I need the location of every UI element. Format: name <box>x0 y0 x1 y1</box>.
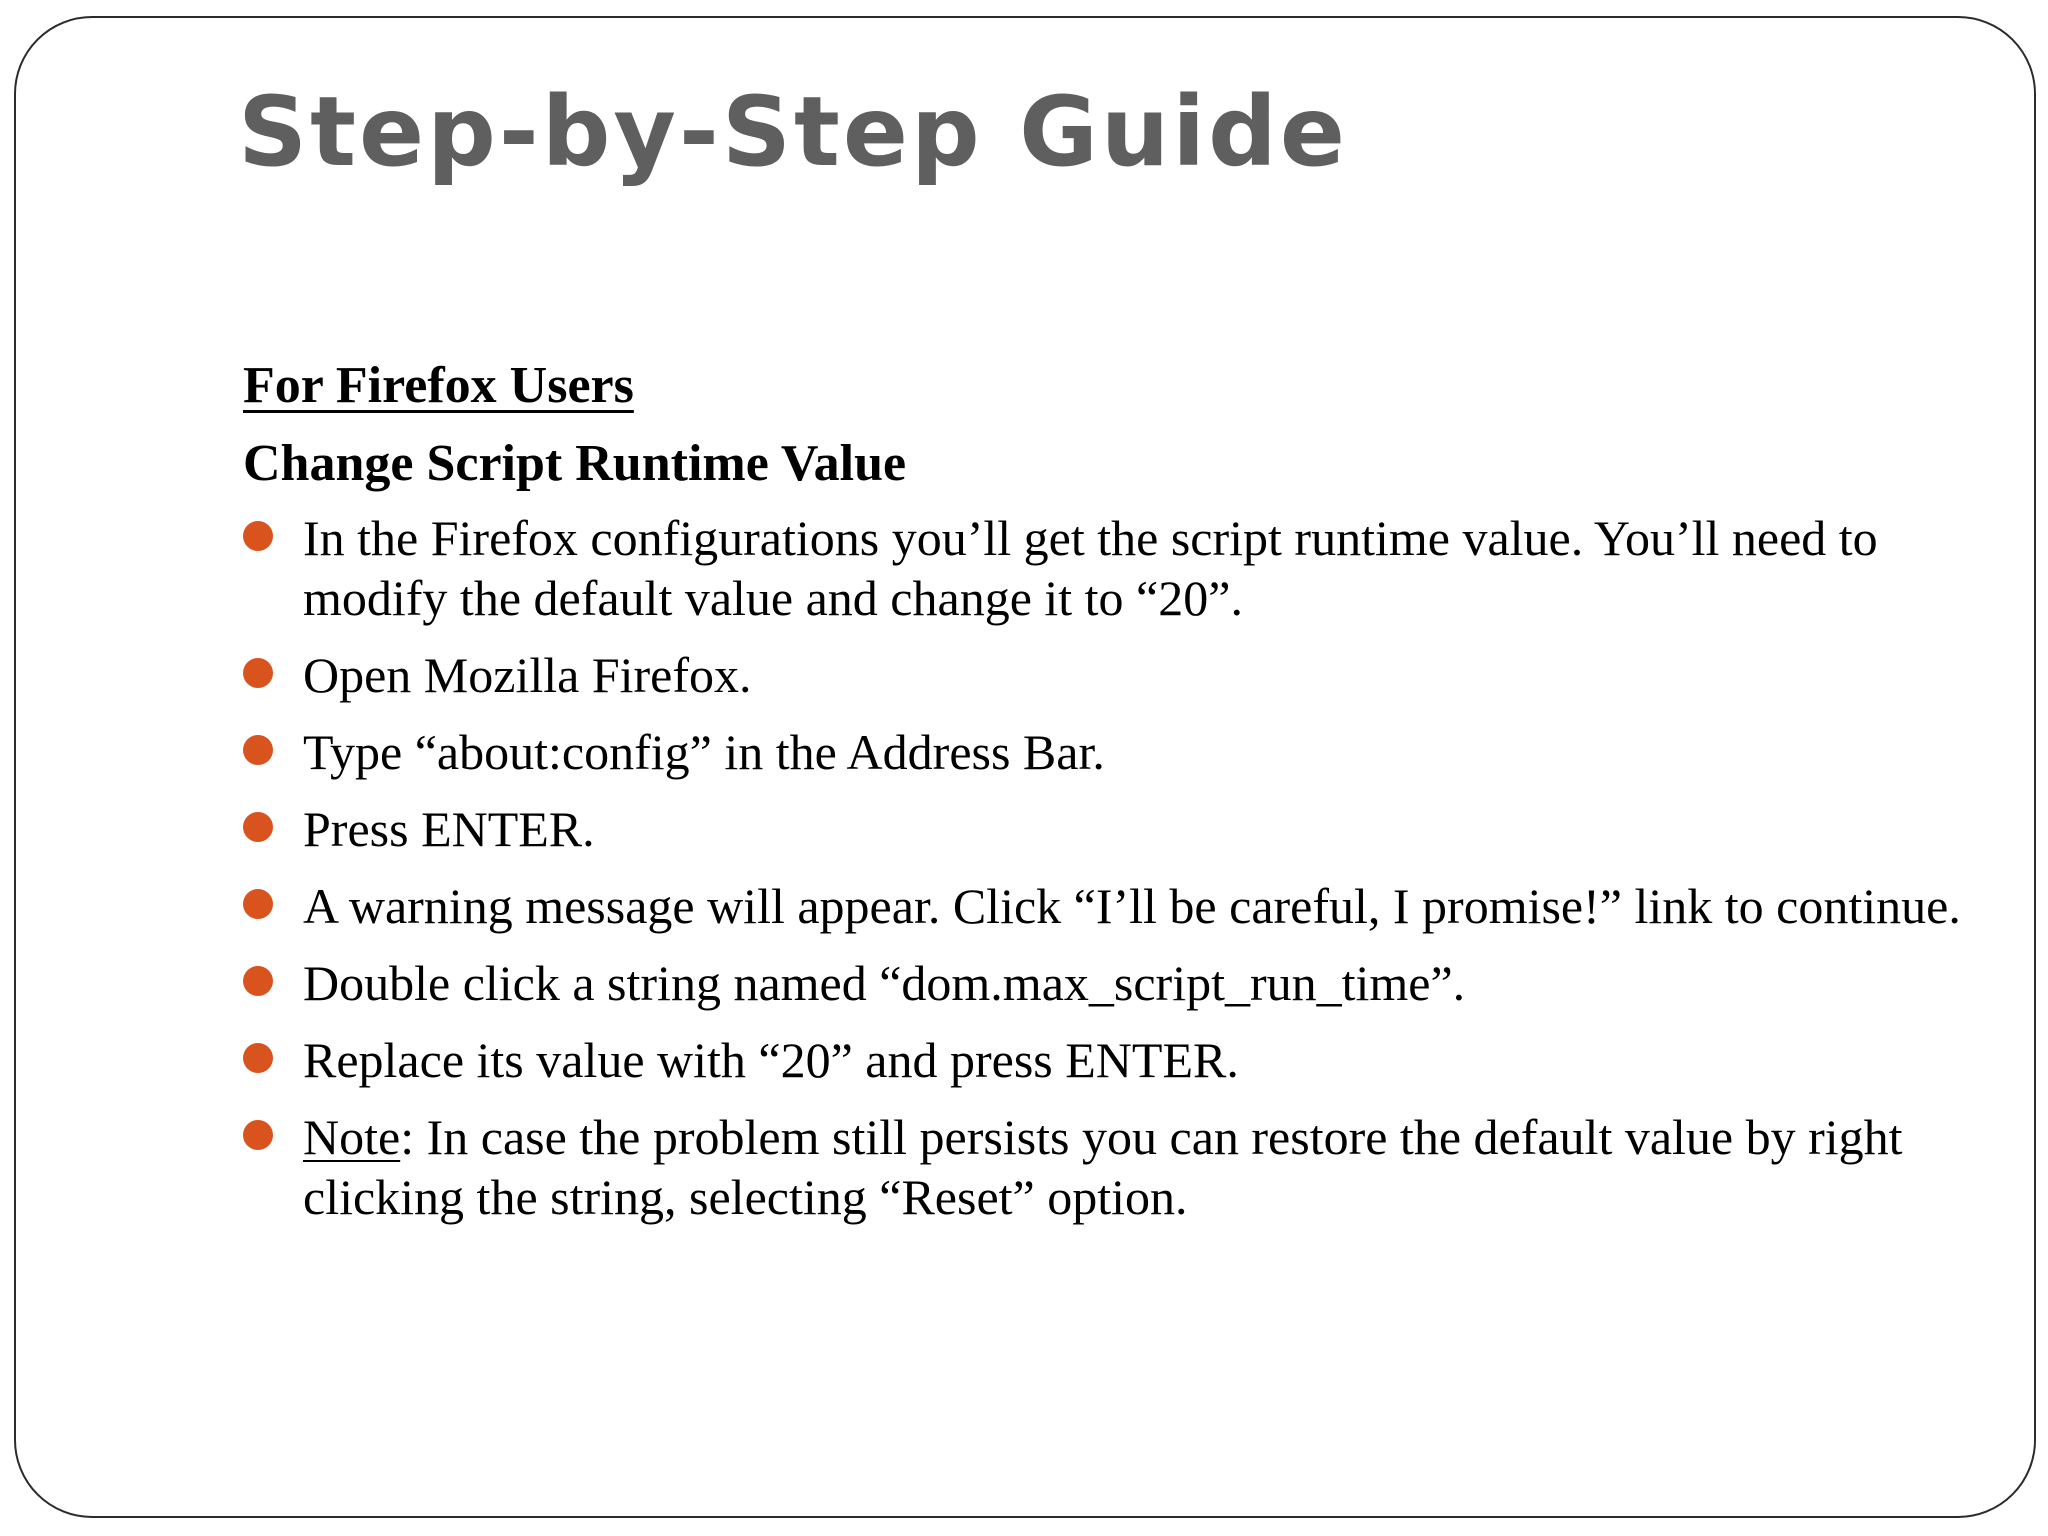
steps-list <box>243 508 1983 1227</box>
step-item <box>243 645 1983 705</box>
step-text: Press ENTER. <box>303 801 595 857</box>
bullet-icon <box>243 735 273 765</box>
step-item <box>243 1030 1983 1090</box>
step-item <box>243 722 1983 782</box>
step-text: Open Mozilla Firefox. <box>303 647 752 703</box>
step-text: Replace its value with “20” and press ENTER. <box>303 1032 1239 1088</box>
step-item <box>243 508 1983 628</box>
step-item <box>243 799 1983 859</box>
bullet-icon <box>243 966 273 996</box>
step-text: In the Firefox configurations you’ll get the script runtime value. You’ll need to modify the default value and change it to “20”. <box>303 510 1878 626</box>
slide <box>14 16 2036 1518</box>
slide-content <box>243 350 1983 1244</box>
step-item <box>243 876 1983 936</box>
subheading: Change Script Runtime Value <box>243 435 907 492</box>
note-label: Note <box>303 1109 401 1165</box>
section-heading: For Firefox Users <box>243 357 634 414</box>
step-text: Double click a string named “dom.max_script_run_time”. <box>303 955 1466 1011</box>
bullet-icon <box>243 1120 273 1150</box>
bullet-icon <box>243 812 273 842</box>
slide-title: Step-by-Step Guide <box>238 76 1348 188</box>
step-item-note <box>243 1107 1983 1227</box>
bullet-icon <box>243 658 273 688</box>
step-item <box>243 953 1983 1013</box>
bullet-icon <box>243 1043 273 1073</box>
step-text: : In case the problem still persists you can restore the default value by right clicking the string, selecting “Reset” option. <box>303 1109 1903 1225</box>
step-text: Type “about:config” in the Address Bar. <box>303 724 1105 780</box>
bullet-icon <box>243 521 273 551</box>
bullet-icon <box>243 889 273 919</box>
step-text: A warning message will appear. Click “I’ll be careful, I promise!” link to continue. <box>303 878 1961 934</box>
